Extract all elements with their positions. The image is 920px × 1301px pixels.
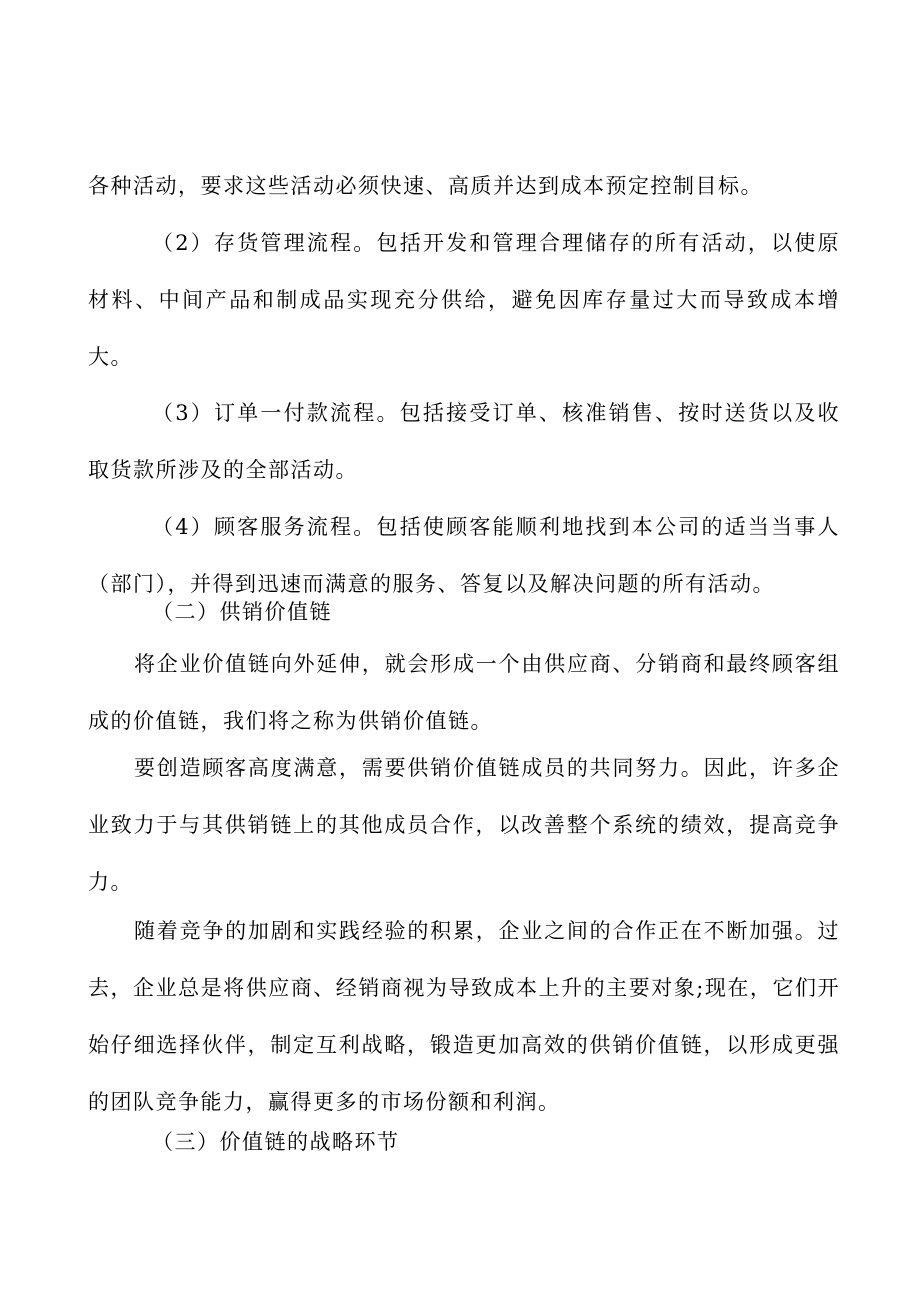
paragraph-order-payment-process: （3）订单一付款流程。包括接受订单、核准销售、按时送货以及收取货款所涉及的全部活动。 xyxy=(88,401,840,482)
paragraph-cooperation-trend: 随着竞争的加剧和实践经验的积累，企业之间的合作正在不断加强。过去，企业总是将供应商、经销商视为导致成本上升的主要对象;现在，它们开始仔细选择伙伴，制定互利战略，锻造更加高效的供销价值链，以形成更强的团队竞争能力，赢得更多的市场份额和利润。 xyxy=(88,919,840,1114)
paragraph-inventory-process: （2）存货管理流程。包括开发和管理合理储存的所有活动，以使原材料、中间产品和制成品实现充分供给，避免因库存量过大而导致成本增大。 xyxy=(88,231,840,369)
section-heading-supply-value-chain: （二）供销价值链 xyxy=(152,600,332,624)
paragraph-value-chain-extension: 将企业价值链向外延伸，就会形成一个由供应商、分销商和最终顾客组成的价值链，我们将之称为供销价值链。 xyxy=(88,652,840,733)
paragraph-customer-service-process: （4）顾客服务流程。包括使顾客能顺利地找到本公司的适当当事人（部门），并得到迅速而满意的服务、答复以及解决问题的所有活动。 xyxy=(88,515,840,596)
paragraph-continuation: 各种活动，要求这些活动必须快速、高质并达到成本预定控制目标。 xyxy=(88,174,763,198)
paragraph-customer-satisfaction: 要创造顾客高度满意，需要供销价值链成员的共同努力。因此，许多企业致力于与其供销链上的其他成员合作，以改善整个系统的绩效，提高竞争力。 xyxy=(88,756,840,894)
section-heading-strategic-links: （三）价值链的战略环节 xyxy=(152,1130,400,1154)
